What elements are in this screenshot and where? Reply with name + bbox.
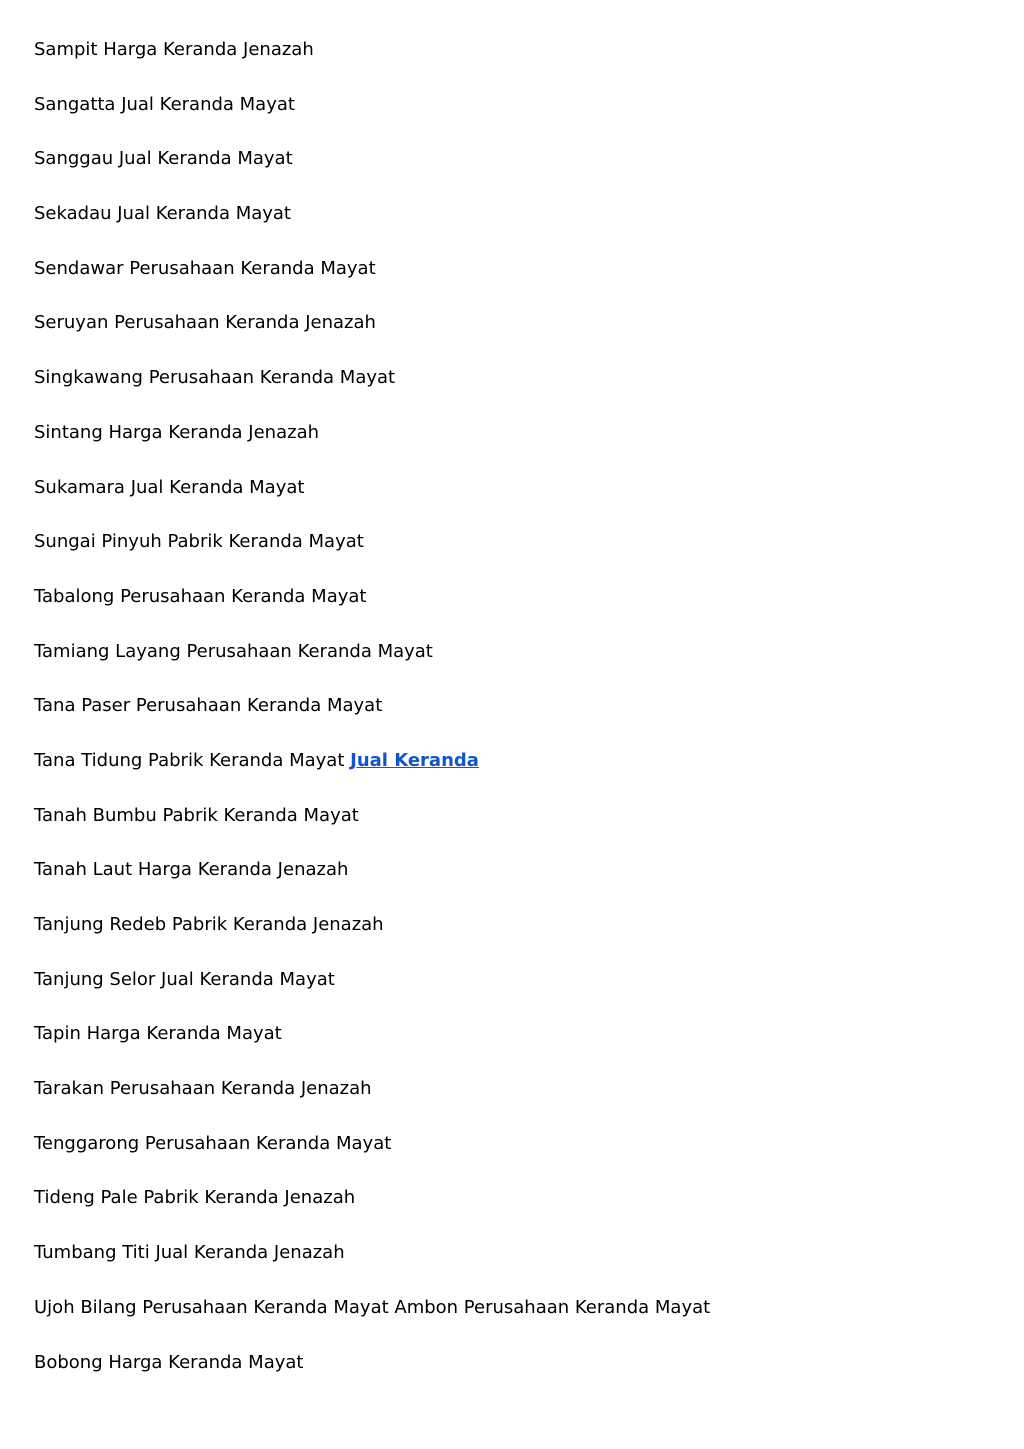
list-item-text: Tapin Harga Keranda Mayat [34, 1023, 282, 1045]
list-item [34, 200, 710, 255]
list-item [34, 802, 710, 857]
list-item [34, 364, 710, 419]
list-item-text: Sekadau Jual Keranda Mayat [34, 203, 291, 225]
list-item [34, 692, 710, 747]
list-item [34, 1239, 710, 1294]
list-item-text: Tanah Laut Harga Keranda Jenazah [34, 859, 349, 881]
list-item-text: Sendawar Perusahaan Keranda Mayat [34, 257, 376, 279]
list-item-text: Sukamara Jual Keranda Mayat [34, 476, 305, 498]
list-item-text: Tamiang Layang Perusahaan Keranda Mayat [34, 640, 433, 662]
list-item [34, 474, 710, 529]
list-item-text: Seruyan Perusahaan Keranda Jenazah [34, 312, 376, 334]
list-item-text: Singkawang Perusahaan Keranda Mayat [34, 367, 396, 389]
list-item [34, 1020, 710, 1075]
list-item [34, 638, 710, 693]
location-list [34, 36, 710, 1403]
list-item-text: Sampit Harga Keranda Jenazah [34, 39, 314, 60]
list-item [34, 1294, 710, 1349]
list-item-text: Tanah Bumbu Pabrik Keranda Mayat [34, 804, 359, 826]
list-item-text: Ujoh Bilang Perusahaan Keranda Mayat Ambon Perusahaan Keranda Mayat [34, 1296, 711, 1318]
list-item-text: Sanggau Jual Keranda Mayat [34, 148, 293, 170]
list-item [34, 747, 710, 802]
list-item [34, 528, 710, 583]
list-item-text: Tabalong Perusahaan Keranda Mayat [34, 585, 367, 607]
list-item-text: Sintang Harga Keranda Jenazah [34, 421, 320, 443]
list-item-text: Tana Tidung Pabrik Keranda Mayat [34, 749, 345, 771]
list-item-text: Tideng Pale Pabrik Keranda Jenazah [34, 1187, 356, 1209]
list-item-text: Tana Paser Perusahaan Keranda Mayat [34, 695, 383, 717]
list-item-text: Bobong Harga Keranda Mayat [34, 1351, 304, 1373]
list-item [34, 966, 710, 1021]
list-item-text: Sungai Pinyuh Pabrik Keranda Mayat [34, 531, 364, 553]
list-item [34, 419, 710, 474]
list-item [34, 583, 710, 638]
list-item-text: Tarakan Perusahaan Keranda Jenazah [34, 1078, 372, 1100]
list-item [34, 1184, 710, 1239]
list-item [34, 1075, 710, 1130]
list-item [34, 1130, 710, 1185]
list-item [34, 309, 710, 364]
list-item [34, 1349, 710, 1404]
list-item-text: Tumbang Titi Jual Keranda Jenazah [34, 1242, 345, 1264]
list-item-text: Tanjung Selor Jual Keranda Mayat [34, 968, 335, 990]
list-item [34, 145, 710, 200]
list-item [34, 911, 710, 966]
list-item [34, 91, 710, 146]
list-item-text: Tanjung Redeb Pabrik Keranda Jenazah [34, 914, 384, 935]
list-item-text: Tenggarong Perusahaan Keranda Mayat [34, 1132, 392, 1154]
list-item-text: Sangatta Jual Keranda Mayat [34, 93, 295, 115]
list-item [34, 255, 710, 310]
jual-keranda-link[interactable]: Jual Keranda [350, 749, 479, 771]
list-item [34, 36, 710, 91]
list-item [34, 856, 710, 911]
